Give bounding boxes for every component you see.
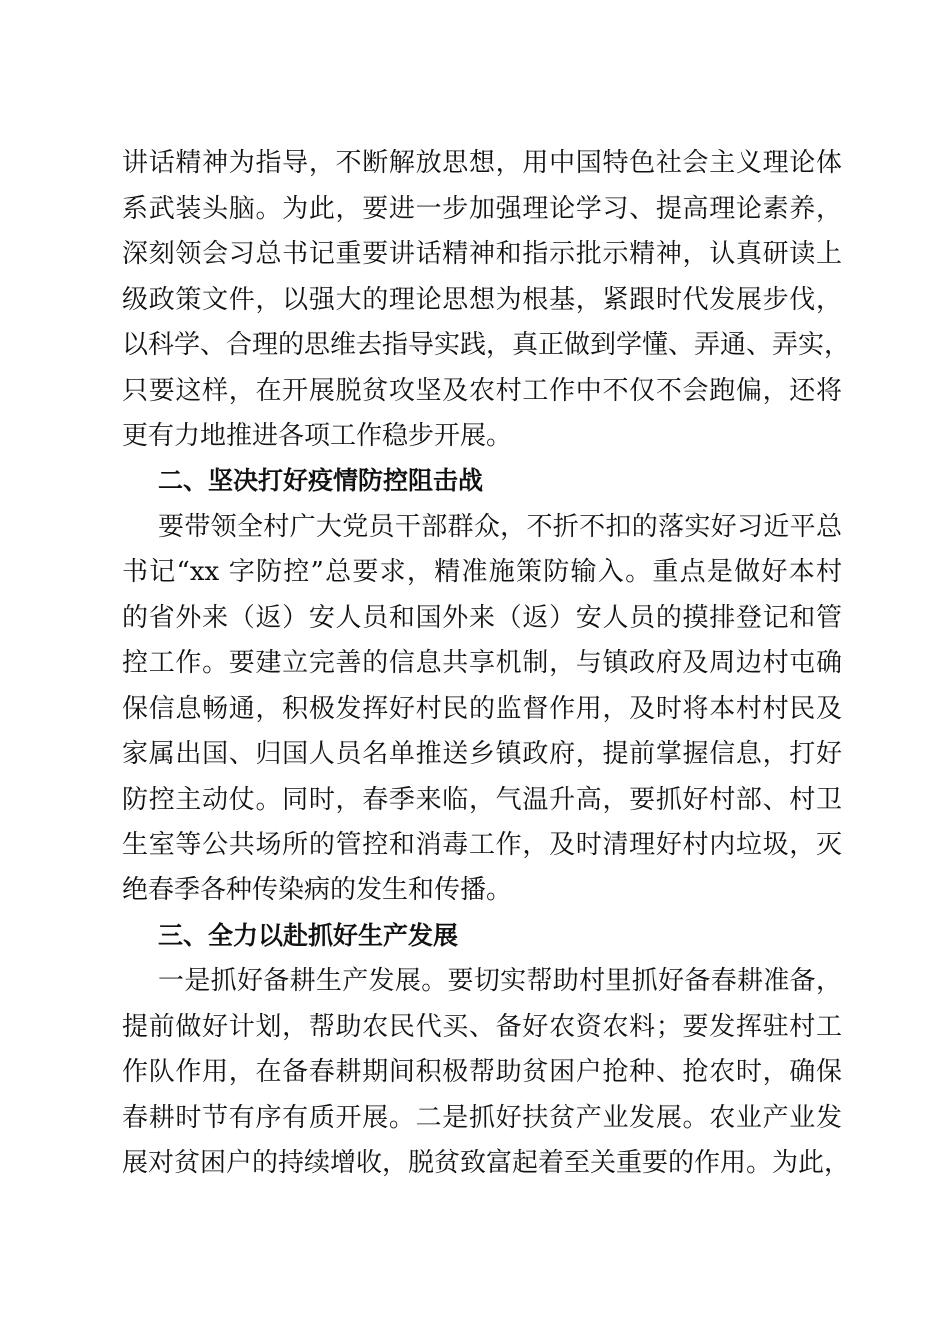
paragraph-1-line: 讲话精神为指导，不断解放思想，用中国特色社会主义理论体: [122, 148, 842, 178]
paragraph-1-line: 级政策文件，以强大的理论思想为根基，紧跟时代发展步伐，: [122, 285, 842, 315]
paragraph-2-line: 生室等公共场所的管控和消毒工作，及时清理好村内垃圾，灭: [122, 830, 842, 860]
paragraph-2-line: 绝春季各种传染病的发生和传播。: [122, 875, 513, 905]
paragraph-1-line: 只要这样，在开展脱贫攻坚及农村工作中不仅不会跑偏，还将: [122, 376, 842, 406]
paragraph-3-line: 展对贫困户的持续增收，脱贫致富起着至关重要的作用。为此，: [122, 1148, 851, 1178]
paragraph-3-line: 一是抓好备耕生产发展。要切实帮助村里抓好备春耕准备，: [158, 966, 842, 996]
paragraph-2-line: 的省外来（返）安人员和国外来（返）安人员的摸排登记和管: [122, 603, 842, 633]
paragraph-2-line: 家属出国、归国人员名单推送乡镇政府，提前掌握信息，打好: [122, 739, 842, 769]
paragraph-1-line: 更有力地推进各项工作稳步开展。: [122, 421, 513, 451]
paragraph-2-line: 书记“xx 字防控”总要求，精准施策防输入。重点是做好本村: [122, 557, 842, 587]
paragraph-1-line: 系武装头脑。为此，要进一步加强理论学习、提高理论素养，: [122, 194, 842, 224]
paragraph-2-line: 防控主动仗。同时，春季来临，气温升高，要抓好村部、村卫: [122, 785, 842, 815]
paragraph-1-line: 以科学、合理的思维去指导实践，真正做到学懂、弄通、弄实，: [122, 330, 851, 360]
paragraph-1-line: 深刻领会习总书记重要讲话精神和指示批示精神，认真研读上: [122, 239, 842, 269]
paragraph-3-line: 春耕时节有序有质开展。二是抓好扶贫产业发展。农业产业发: [122, 1103, 842, 1133]
paragraph-3-line: 提前做好计划，帮助农民代买、备好农资农料；要发挥驻村工: [122, 1012, 842, 1042]
paragraph-3-line: 作队作用，在备春耕期间积极帮助贫困户抢种、抢农时，确保: [122, 1057, 842, 1087]
paragraph-2-line: 保信息畅通，积极发挥好村民的监督作用，及时将本村村民及: [122, 694, 842, 724]
section-heading-2: 二、坚决打好疫情防控阻击战: [158, 466, 484, 495]
paragraph-2-line: 要带领全村广大党员干部群众，不折不扣的落实好习近平总: [158, 512, 842, 542]
section-heading-3: 三、全力以赴抓好生产发展: [158, 921, 459, 950]
paragraph-2-line: 控工作。要建立完善的信息共享机制，与镇政府及周边村屯确: [122, 648, 842, 678]
